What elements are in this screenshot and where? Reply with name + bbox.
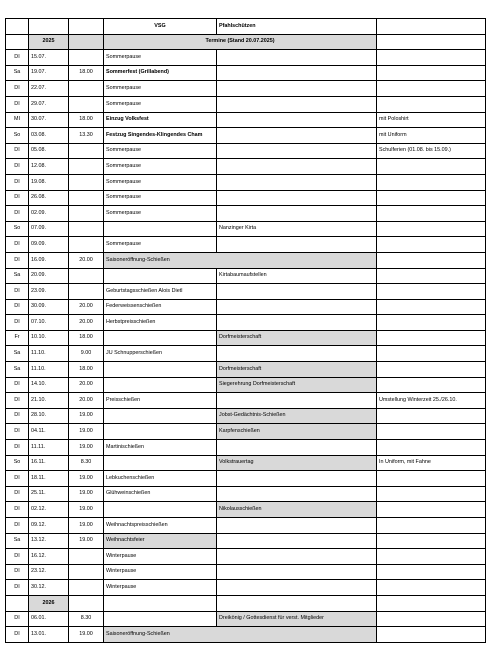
schedule-row bbox=[6, 190, 486, 206]
row-time bbox=[69, 549, 104, 565]
schedule-row bbox=[6, 237, 486, 253]
row-note bbox=[377, 81, 486, 97]
row-date: 10.10. bbox=[29, 330, 69, 346]
schedule-row bbox=[6, 252, 486, 268]
row-date: 20.09. bbox=[29, 268, 69, 284]
row-event-pfahlschuetzen: Nikolausschießen bbox=[217, 502, 377, 518]
year-row-empty bbox=[6, 595, 29, 611]
year-row-2026 bbox=[6, 595, 486, 611]
schedule-row bbox=[6, 268, 486, 284]
row-event-pfahlschuetzen bbox=[217, 393, 377, 409]
row-event-pfahlschuetzen bbox=[217, 206, 377, 222]
row-date: 19.07. bbox=[29, 65, 69, 81]
row-weekday: DI bbox=[6, 81, 29, 97]
row-date: 12.08. bbox=[29, 159, 69, 175]
row-date: 03.08. bbox=[29, 128, 69, 144]
row-date: 04.11. bbox=[29, 424, 69, 440]
row-event-vsg: Winterpause bbox=[104, 549, 217, 565]
row-event-pfahlschuetzen bbox=[217, 471, 377, 487]
row-event-vsg: Winterpause bbox=[104, 564, 217, 580]
row-date: 26.08. bbox=[29, 190, 69, 206]
row-note: mit Uniform bbox=[377, 128, 486, 144]
row-note bbox=[377, 502, 486, 518]
row-event-pfahlschuetzen bbox=[217, 65, 377, 81]
schedule-row bbox=[6, 580, 486, 596]
schedule-row bbox=[6, 564, 486, 580]
row-weekday: DI bbox=[6, 96, 29, 112]
row-event-vsg: Weihnachtspreisschießen bbox=[104, 518, 217, 534]
schedule-title: Termine (Stand 20.07.2025) bbox=[104, 34, 377, 50]
row-date: 02.09. bbox=[29, 206, 69, 222]
year-row-empty bbox=[69, 595, 104, 611]
row-weekday: DI bbox=[6, 315, 29, 331]
row-event-pfahlschuetzen bbox=[217, 486, 377, 502]
row-event-vsg: Herbstpreisschießen bbox=[104, 315, 217, 331]
row-note bbox=[377, 299, 486, 315]
row-note bbox=[377, 580, 486, 596]
row-note bbox=[377, 330, 486, 346]
schedule-row bbox=[6, 627, 486, 643]
row-date: 14.10. bbox=[29, 377, 69, 393]
schedule-row bbox=[6, 315, 486, 331]
schedule-row bbox=[6, 346, 486, 362]
row-time: 19.00 bbox=[69, 424, 104, 440]
row-event-vsg: Einzug Volksfest bbox=[104, 112, 217, 128]
row-note bbox=[377, 362, 486, 378]
schedule-row bbox=[6, 81, 486, 97]
row-event-pfahlschuetzen bbox=[217, 346, 377, 362]
row-weekday: DI bbox=[6, 471, 29, 487]
row-note bbox=[377, 564, 486, 580]
row-note bbox=[377, 611, 486, 627]
year-row-empty bbox=[104, 595, 217, 611]
row-date: 13.01. bbox=[29, 627, 69, 643]
row-note: Schulferien (01.08. bis 15.09.) bbox=[377, 143, 486, 159]
row-weekday: DI bbox=[6, 174, 29, 190]
row-time: 13.30 bbox=[69, 128, 104, 144]
row-note bbox=[377, 486, 486, 502]
club-pfahlschuetzen-heading: Pfahlschützen bbox=[217, 19, 377, 35]
row-date: 28.10. bbox=[29, 408, 69, 424]
row-time bbox=[69, 206, 104, 222]
row-event-pfahlschuetzen: Nanzinger Kirta bbox=[217, 221, 377, 237]
row-event-pfahlschuetzen bbox=[217, 96, 377, 112]
row-weekday: DI bbox=[6, 580, 29, 596]
row-event-combined: Saisoneröffnung-Schießen bbox=[104, 252, 377, 268]
row-event-pfahlschuetzen bbox=[217, 518, 377, 534]
row-weekday: DI bbox=[6, 143, 29, 159]
schedule-row bbox=[6, 377, 486, 393]
schedule-row bbox=[6, 518, 486, 534]
row-event-pfahlschuetzen bbox=[217, 237, 377, 253]
row-weekday: So bbox=[6, 221, 29, 237]
row-weekday: Fr bbox=[6, 330, 29, 346]
schedule-table bbox=[5, 18, 486, 643]
row-time: 20.00 bbox=[69, 252, 104, 268]
row-time bbox=[69, 580, 104, 596]
row-weekday: DI bbox=[6, 237, 29, 253]
row-date: 02.12. bbox=[29, 502, 69, 518]
row-event-vsg: Sommerpause bbox=[104, 159, 217, 175]
row-event-vsg: Geburtstagsschießen Alois Dietl bbox=[104, 284, 217, 300]
row-note bbox=[377, 346, 486, 362]
row-time bbox=[69, 268, 104, 284]
row-date: 30.09. bbox=[29, 299, 69, 315]
row-event-pfahlschuetzen: Dorfmeisterschaft bbox=[217, 330, 377, 346]
row-event-pfahlschuetzen bbox=[217, 81, 377, 97]
row-date: 13.12. bbox=[29, 533, 69, 549]
row-time: 19.00 bbox=[69, 486, 104, 502]
row-time: 8.30 bbox=[69, 455, 104, 471]
row-event-vsg: Sommerpause bbox=[104, 96, 217, 112]
row-event-pfahlschuetzen bbox=[217, 128, 377, 144]
row-weekday: Sa bbox=[6, 362, 29, 378]
row-time: 20.00 bbox=[69, 315, 104, 331]
row-time: 19.00 bbox=[69, 533, 104, 549]
row-event-vsg: Sommerfest (Grillabend) bbox=[104, 65, 217, 81]
schedule-sheet bbox=[5, 18, 486, 643]
row-note bbox=[377, 424, 486, 440]
row-event-vsg: Weihnachtsfeier bbox=[104, 533, 217, 549]
row-date: 29.07. bbox=[29, 96, 69, 112]
row-date: 30.07. bbox=[29, 112, 69, 128]
row-event-vsg bbox=[104, 362, 217, 378]
schedule-row bbox=[6, 206, 486, 222]
row-weekday: DI bbox=[6, 50, 29, 66]
row-event-combined: Saisoneröffnung-Schießen bbox=[104, 627, 377, 643]
row-event-pfahlschuetzen: Dorfmeisterschaft bbox=[217, 362, 377, 378]
row-time: 19.00 bbox=[69, 502, 104, 518]
row-event-vsg: Sommerpause bbox=[104, 81, 217, 97]
row-note bbox=[377, 96, 486, 112]
row-time bbox=[69, 143, 104, 159]
row-event-vsg bbox=[104, 330, 217, 346]
row-weekday: DI bbox=[6, 408, 29, 424]
schedule-row bbox=[6, 96, 486, 112]
row-note bbox=[377, 159, 486, 175]
schedule-row bbox=[6, 362, 486, 378]
row-event-vsg: Lebkuchenschießen bbox=[104, 471, 217, 487]
schedule-row bbox=[6, 502, 486, 518]
row-time bbox=[69, 174, 104, 190]
year-row-note-empty bbox=[377, 34, 486, 50]
row-date: 11.11. bbox=[29, 440, 69, 456]
schedule-row bbox=[6, 408, 486, 424]
row-event-pfahlschuetzen bbox=[217, 112, 377, 128]
row-event-pfahlschuetzen bbox=[217, 299, 377, 315]
schedule-row bbox=[6, 424, 486, 440]
row-event-vsg bbox=[104, 502, 217, 518]
row-time bbox=[69, 50, 104, 66]
row-date: 23.09. bbox=[29, 284, 69, 300]
schedule-row bbox=[6, 471, 486, 487]
schedule-row bbox=[6, 330, 486, 346]
row-weekday: DI bbox=[6, 424, 29, 440]
row-weekday: DI bbox=[6, 393, 29, 409]
row-time: 19.00 bbox=[69, 471, 104, 487]
year-row-grey bbox=[69, 34, 104, 50]
row-weekday: DI bbox=[6, 377, 29, 393]
row-date: 07.09. bbox=[29, 221, 69, 237]
row-date: 21.10. bbox=[29, 393, 69, 409]
row-note bbox=[377, 50, 486, 66]
row-time: 18.00 bbox=[69, 330, 104, 346]
header-empty-note bbox=[377, 19, 486, 35]
row-weekday: DI bbox=[6, 284, 29, 300]
row-date: 23.12. bbox=[29, 564, 69, 580]
row-event-pfahlschuetzen bbox=[217, 440, 377, 456]
row-time: 19.00 bbox=[69, 440, 104, 456]
schedule-row bbox=[6, 611, 486, 627]
row-note bbox=[377, 408, 486, 424]
row-note bbox=[377, 190, 486, 206]
row-weekday: DI bbox=[6, 486, 29, 502]
row-weekday: DI bbox=[6, 611, 29, 627]
row-date: 30.12. bbox=[29, 580, 69, 596]
row-date: 11.10. bbox=[29, 346, 69, 362]
row-note: Umstellung Winterzeit 25./26.10. bbox=[377, 393, 486, 409]
year-row-empty bbox=[6, 34, 29, 50]
schedule-row bbox=[6, 221, 486, 237]
row-time bbox=[69, 237, 104, 253]
row-note bbox=[377, 174, 486, 190]
row-date: 11.10. bbox=[29, 362, 69, 378]
row-event-pfahlschuetzen: Jobst-Gedächtnis-Schießen bbox=[217, 408, 377, 424]
row-date: 16.12. bbox=[29, 549, 69, 565]
row-event-pfahlschuetzen: Siegerehrung Dorfmeisterschaft bbox=[217, 377, 377, 393]
row-date: 16.09. bbox=[29, 252, 69, 268]
row-weekday: DI bbox=[6, 564, 29, 580]
row-time: 20.00 bbox=[69, 377, 104, 393]
row-date: 18.11. bbox=[29, 471, 69, 487]
row-weekday: So bbox=[6, 128, 29, 144]
row-note: mit Poloshirt bbox=[377, 112, 486, 128]
row-event-vsg bbox=[104, 268, 217, 284]
row-note bbox=[377, 206, 486, 222]
row-weekday: Sa bbox=[6, 268, 29, 284]
schedule-row bbox=[6, 143, 486, 159]
schedule-row bbox=[6, 50, 486, 66]
row-note bbox=[377, 315, 486, 331]
row-event-vsg: Sommerpause bbox=[104, 143, 217, 159]
row-event-vsg bbox=[104, 377, 217, 393]
row-weekday: Sa bbox=[6, 533, 29, 549]
row-event-pfahlschuetzen: Karpfenschießen bbox=[217, 424, 377, 440]
schedule-row bbox=[6, 533, 486, 549]
row-event-pfahlschuetzen bbox=[217, 580, 377, 596]
year-2026: 2026 bbox=[29, 595, 69, 611]
row-note bbox=[377, 533, 486, 549]
row-event-vsg: Sommerpause bbox=[104, 206, 217, 222]
row-note bbox=[377, 221, 486, 237]
row-date: 09.09. bbox=[29, 237, 69, 253]
row-note bbox=[377, 518, 486, 534]
row-time bbox=[69, 564, 104, 580]
row-time: 18.00 bbox=[69, 112, 104, 128]
row-time bbox=[69, 284, 104, 300]
row-weekday: Sa bbox=[6, 65, 29, 81]
schedule-row bbox=[6, 284, 486, 300]
row-time: 18.00 bbox=[69, 65, 104, 81]
row-event-vsg: Sommerpause bbox=[104, 50, 217, 66]
header-empty-date bbox=[29, 19, 69, 35]
schedule-row bbox=[6, 486, 486, 502]
row-date: 07.10. bbox=[29, 315, 69, 331]
row-date: 25.11. bbox=[29, 486, 69, 502]
row-note bbox=[377, 268, 486, 284]
row-event-pfahlschuetzen bbox=[217, 50, 377, 66]
row-event-pfahlschuetzen: Kirtabaumaufstellen bbox=[217, 268, 377, 284]
row-note bbox=[377, 627, 486, 643]
row-time: 19.00 bbox=[69, 518, 104, 534]
row-time bbox=[69, 96, 104, 112]
row-event-pfahlschuetzen bbox=[217, 564, 377, 580]
row-note bbox=[377, 549, 486, 565]
row-note bbox=[377, 471, 486, 487]
row-weekday: So bbox=[6, 455, 29, 471]
row-time: 20.00 bbox=[69, 393, 104, 409]
header-empty-day bbox=[6, 19, 29, 35]
row-note bbox=[377, 237, 486, 253]
row-weekday: MI bbox=[6, 112, 29, 128]
row-weekday: DI bbox=[6, 502, 29, 518]
row-time bbox=[69, 190, 104, 206]
schedule-row bbox=[6, 112, 486, 128]
row-time: 9.00 bbox=[69, 346, 104, 362]
row-weekday: DI bbox=[6, 190, 29, 206]
schedule-row bbox=[6, 174, 486, 190]
row-event-pfahlschuetzen: Dreikönig / Gottesdienst für verst. Mitglieder bbox=[217, 611, 377, 627]
row-weekday: DI bbox=[6, 299, 29, 315]
row-weekday: DI bbox=[6, 252, 29, 268]
row-event-pfahlschuetzen bbox=[217, 159, 377, 175]
row-time: 18.00 bbox=[69, 362, 104, 378]
row-date: 09.12. bbox=[29, 518, 69, 534]
row-weekday: DI bbox=[6, 627, 29, 643]
row-event-pfahlschuetzen bbox=[217, 549, 377, 565]
schedule-row bbox=[6, 128, 486, 144]
row-note bbox=[377, 65, 486, 81]
club-vsg-heading: VSG bbox=[104, 19, 217, 35]
row-date: 05.08. bbox=[29, 143, 69, 159]
row-note bbox=[377, 284, 486, 300]
row-time bbox=[69, 159, 104, 175]
row-event-vsg: Winterpause bbox=[104, 580, 217, 596]
row-event-pfahlschuetzen bbox=[217, 143, 377, 159]
row-event-vsg: Sommerpause bbox=[104, 237, 217, 253]
row-event-vsg: JU Schnupperschießen bbox=[104, 346, 217, 362]
row-time: 8.30 bbox=[69, 611, 104, 627]
schedule-row bbox=[6, 159, 486, 175]
row-event-vsg: Sommerpause bbox=[104, 190, 217, 206]
row-weekday: DI bbox=[6, 549, 29, 565]
year-row-empty bbox=[217, 595, 377, 611]
row-event-vsg: Federweissenschießen bbox=[104, 299, 217, 315]
row-event-vsg: Martinischießen bbox=[104, 440, 217, 456]
row-event-pfahlschuetzen bbox=[217, 315, 377, 331]
row-time: 20.00 bbox=[69, 299, 104, 315]
row-event-vsg: Preisschießen bbox=[104, 393, 217, 409]
row-weekday: DI bbox=[6, 206, 29, 222]
schedule-row bbox=[6, 549, 486, 565]
row-date: 19.08. bbox=[29, 174, 69, 190]
row-time: 19.00 bbox=[69, 627, 104, 643]
row-event-pfahlschuetzen bbox=[217, 190, 377, 206]
row-note bbox=[377, 252, 486, 268]
row-date: 15.07. bbox=[29, 50, 69, 66]
row-weekday: DI bbox=[6, 518, 29, 534]
row-time: 19.00 bbox=[69, 408, 104, 424]
row-event-pfahlschuetzen bbox=[217, 174, 377, 190]
row-time bbox=[69, 81, 104, 97]
row-date: 16.11. bbox=[29, 455, 69, 471]
row-date: 06.01. bbox=[29, 611, 69, 627]
row-event-vsg: Festzug Singendes-Klingendes Cham bbox=[104, 128, 217, 144]
year-row-empty bbox=[377, 595, 486, 611]
schedule-row bbox=[6, 65, 486, 81]
row-event-pfahlschuetzen bbox=[217, 533, 377, 549]
row-event-vsg: Sommerpause bbox=[104, 174, 217, 190]
row-event-vsg bbox=[104, 408, 217, 424]
row-event-vsg bbox=[104, 221, 217, 237]
row-weekday: Sa bbox=[6, 346, 29, 362]
row-event-vsg: Glühweinschießen bbox=[104, 486, 217, 502]
schedule-row bbox=[6, 440, 486, 456]
header-row bbox=[6, 19, 486, 35]
row-event-pfahlschuetzen bbox=[217, 284, 377, 300]
schedule-row bbox=[6, 393, 486, 409]
row-weekday: DI bbox=[6, 440, 29, 456]
row-event-vsg bbox=[104, 611, 217, 627]
year-row-2025 bbox=[6, 34, 486, 50]
schedule-row bbox=[6, 455, 486, 471]
row-note bbox=[377, 440, 486, 456]
row-event-vsg bbox=[104, 424, 217, 440]
row-note bbox=[377, 377, 486, 393]
row-time bbox=[69, 221, 104, 237]
row-note: In Uniform, mit Fahne bbox=[377, 455, 486, 471]
schedule-row bbox=[6, 299, 486, 315]
row-date: 22.07. bbox=[29, 81, 69, 97]
row-event-pfahlschuetzen: Volkstrauertag bbox=[217, 455, 377, 471]
header-empty-time bbox=[69, 19, 104, 35]
row-weekday: DI bbox=[6, 159, 29, 175]
row-event-vsg bbox=[104, 455, 217, 471]
year-2025: 2025 bbox=[29, 34, 69, 50]
